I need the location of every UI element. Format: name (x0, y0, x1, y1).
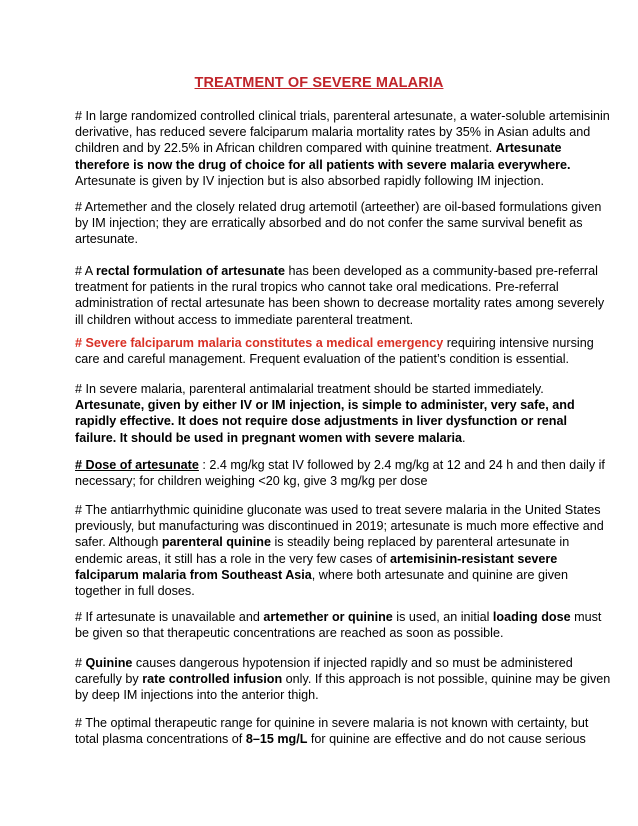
paragraph-dose-of-artesunate (75, 457, 605, 489)
text-run: # (75, 656, 86, 670)
emphasized-text: rapidly effective. It does not require dose adjustments in liver dysfunction or renal (75, 414, 567, 429)
text-line (75, 457, 605, 473)
text-line (75, 583, 567, 599)
emphasized-text: therefore is now the drug of choice for all patients with severe malaria everywhere. (75, 157, 571, 172)
paragraph-parenteral-treatment (75, 381, 575, 446)
text-line (75, 124, 591, 140)
text-run: # Artemether and the closely related drug artemotil (arteether) are oil-based formulations given (75, 200, 602, 214)
text-line (75, 687, 567, 703)
paragraph-artesunate-trials (75, 108, 610, 189)
text-line (75, 108, 610, 124)
emphasized-text: Artesunate (495, 141, 562, 156)
text-run: # The optimal therapeutic range for quinine in severe malaria is not known with certainty, but (75, 716, 589, 730)
text-run: # In severe malaria, parenteral antimalarial treatment should be started immediately. (75, 382, 544, 396)
text-run: together in full doses. (75, 584, 195, 599)
text-run: must (570, 610, 602, 624)
text-line (75, 473, 567, 489)
text-line (75, 157, 571, 173)
text-line (75, 199, 602, 215)
text-run: previously, but manufacturing was discontinued in 2019; artesunate is much more effective and (75, 519, 604, 534)
text-run: necessary; for children weighing <20 kg, give 3 mg/kg per dose (75, 474, 428, 489)
text-line (75, 655, 573, 671)
text-line (75, 625, 567, 641)
text-line (75, 551, 567, 567)
text-run: treatment for patients in the rural tropics who cannot take oral medications. Pre-referral (75, 280, 559, 295)
paragraph-medical-emergency (75, 335, 594, 367)
emphasized-text: 8–15 mg/L (245, 732, 308, 747)
emphasized-text: Artesunate, given by either IV or IM injection, is simple to administer, very safe, and (75, 398, 575, 413)
text-run: endemic areas, it still has a role in the very few cases of (75, 551, 390, 566)
text-line (75, 430, 567, 446)
text-line (75, 295, 605, 311)
text-run: # A (75, 264, 97, 278)
text-line (75, 567, 567, 583)
text-run: only. If this approach is not possible, quinine may be given (282, 672, 611, 687)
text-line (75, 731, 586, 747)
text-line (75, 140, 567, 156)
text-line (75, 351, 570, 367)
text-run: # In large randomized controlled clinical trials, parenteral artesunate, a water-soluble artemisinin (75, 109, 610, 123)
text-line (75, 671, 611, 687)
text-line (75, 335, 594, 351)
text-line (75, 715, 589, 731)
emphasized-text: loading dose (492, 610, 571, 624)
text-run: be given so that therapeutic concentrations are reached as soon as possible. (75, 626, 504, 641)
text-line (75, 609, 602, 625)
text-line (75, 518, 604, 534)
text-line (75, 502, 601, 518)
text-line (75, 413, 567, 429)
text-run: by deep IM injections into the anterior thigh. (75, 688, 319, 703)
paragraph-quinine-hypotension (75, 655, 611, 704)
emphasized-text: artemisinin-resistant severe (390, 551, 558, 566)
paragraph-loading-dose (75, 609, 602, 641)
text-line (75, 397, 575, 413)
text-run: ill children without access to immediate parenteral treatment. (75, 312, 414, 327)
emphasized-text: # Severe falciparum malaria constitutes a medical emergency (75, 336, 444, 350)
text-line (75, 381, 567, 397)
emphasized-text: rectal formulation of artesunate (96, 264, 285, 278)
text-run: Artesunate is given by IV injection but is also absorbed rapidly following IM injection. (75, 173, 545, 188)
text-run: : 2.4 mg/kg stat IV followed by 2.4 mg/kg at 12 and 24 h and then daily if (198, 458, 605, 472)
text-line (75, 534, 570, 550)
emphasized-text: falciparum malaria from Southeast Asia (75, 567, 312, 582)
text-run: artesunate. (75, 232, 139, 247)
document-title: TREATMENT OF SEVERE MALARIA (194, 75, 444, 91)
text-run: by IM injection; they are erratically absorbed and do not confer the same survival benefit as (75, 216, 583, 231)
text-run: causes dangerous hypotension if injected rapidly and so must be administered (132, 656, 573, 670)
paragraph-therapeutic-range (75, 715, 589, 747)
text-line (75, 312, 567, 328)
text-line (75, 231, 567, 247)
text-run: children and by 22.5% in African children compared with quinine treatment. (75, 141, 496, 156)
text-run: # The antiarrhythmic quinidine gluconate was used to treat severe malaria in the United States (75, 503, 601, 517)
emphasized-text: Quinine (85, 656, 133, 670)
text-run: requiring intensive nursing (443, 336, 594, 350)
text-run: for quinine are effective and do not cause serious (307, 732, 586, 747)
text-line (75, 173, 567, 189)
text-line (75, 215, 583, 231)
text-run: , where both artesunate and quinine are given (311, 567, 569, 582)
text-run: . (462, 430, 466, 445)
paragraph-artemether (75, 199, 602, 248)
text-run: care and careful management. Frequent evaluation of the patient’s condition is essential. (75, 352, 570, 367)
text-line (75, 263, 598, 279)
text-run: safer. Although (75, 535, 162, 550)
text-run: total plasma concentrations of (75, 732, 246, 747)
text-run: administration of rectal artesunate has been shown to decrease mortality rates among severely (75, 296, 605, 311)
emphasized-text: artemether or quinine (263, 610, 393, 624)
paragraph-rectal-artesunate (75, 263, 605, 328)
emphasized-text: rate controlled infusion (142, 672, 283, 687)
emphasized-text: # Dose of artesunate (75, 458, 199, 472)
text-run: # If artesunate is unavailable and (75, 610, 264, 624)
emphasized-text: parenteral quinine (161, 535, 271, 550)
text-line (75, 279, 567, 295)
text-run: derivative, has reduced severe falciparum malaria mortality rates by 35% in Asian adults and (75, 125, 591, 140)
text-run: has been developed as a community-based pre-referral (284, 264, 598, 278)
emphasized-text: failure. It should be used in pregnant women with severe malaria (75, 430, 462, 445)
paragraph-quinidine (75, 502, 604, 599)
text-run: carefully by (75, 672, 143, 687)
text-run: is steadily being replaced by parenteral artesunate in (271, 535, 570, 550)
text-run: is used, an initial (392, 610, 493, 624)
